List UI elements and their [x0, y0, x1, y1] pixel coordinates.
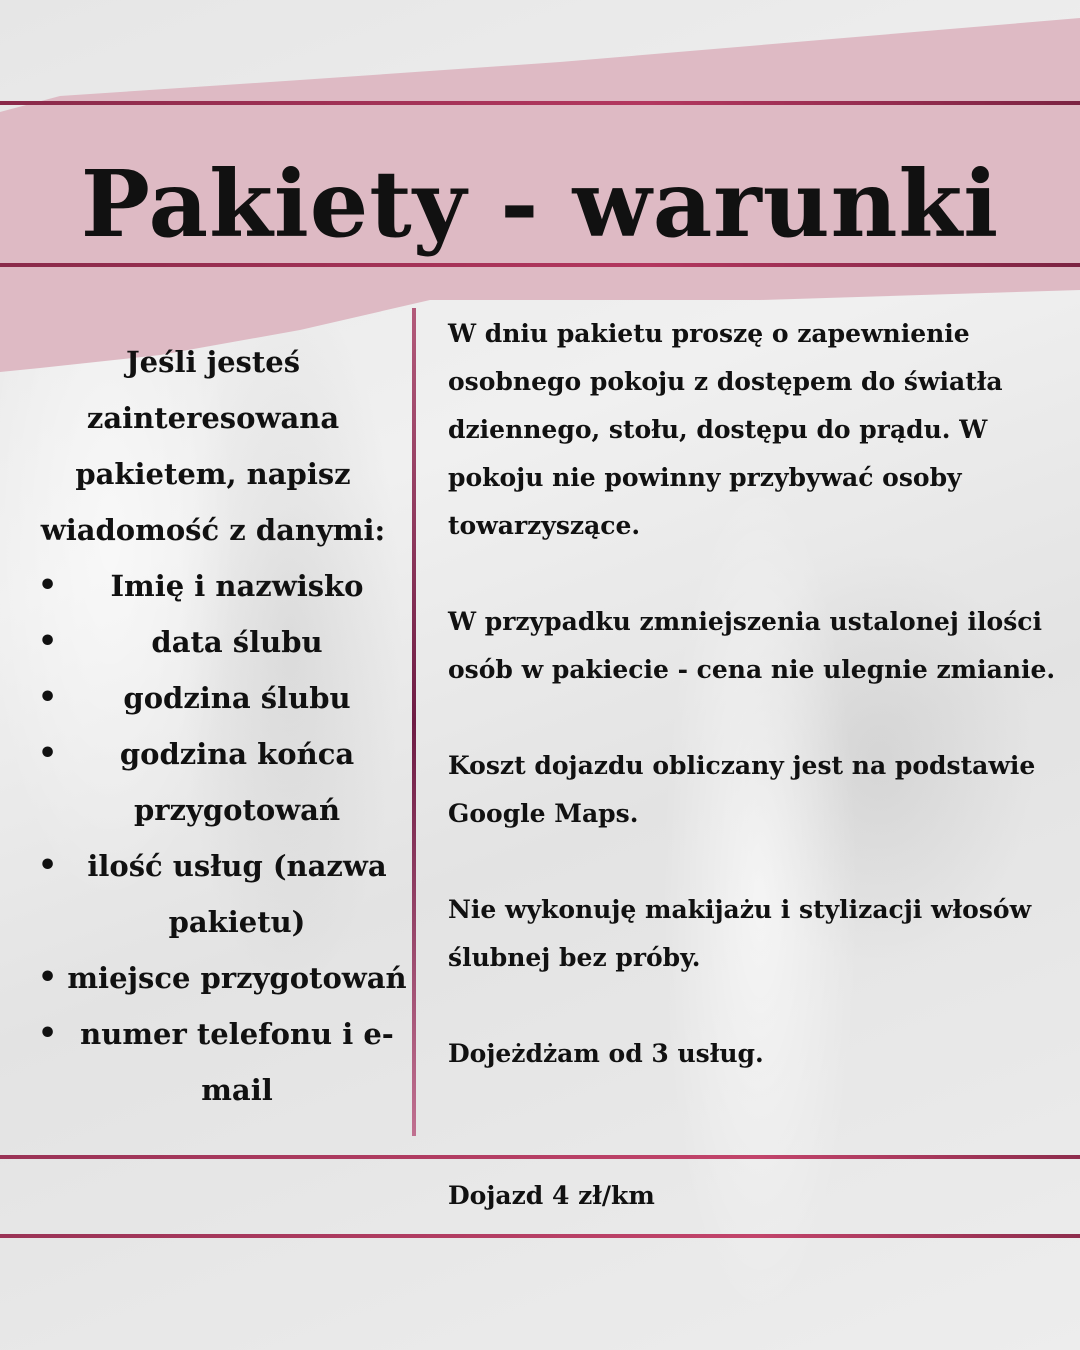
page-title: Pakiety - warunki	[80, 150, 1000, 258]
list-item: • godzina ślubu	[18, 670, 408, 726]
list-item: • numer telefonu i e-mail	[18, 1006, 408, 1118]
required-data-list	[18, 558, 408, 1118]
bullet-icon: •	[38, 960, 58, 995]
list-item: • Imię i nazwisko	[18, 558, 408, 614]
conditions-column	[448, 310, 1058, 1078]
list-item: • ilość usług (nazwa pakietu)	[18, 838, 408, 950]
list-item: • miejsce przygotowań	[18, 950, 408, 1006]
bullet-icon: •	[38, 1016, 58, 1051]
bullet-icon: •	[38, 736, 58, 771]
condition-trial: Nie wykonuję makijażu i stylizacji włosów ślubnej bez próby.	[448, 895, 1032, 972]
bullet-icon: •	[38, 624, 58, 659]
bottom-rule-upper	[0, 1155, 1080, 1159]
contact-info-column	[18, 334, 408, 1118]
list-item: • godzina końca przygotowań	[18, 726, 408, 838]
top-rule-lower	[0, 263, 1080, 267]
condition-price: W przypadku zmniejszenia ustalonej ilości osób w pakiecie - cena nie ulegnie zmianie.	[448, 607, 1056, 684]
bullet-icon: •	[38, 680, 58, 715]
bullet-icon: •	[38, 848, 58, 883]
bottom-rule-lower	[0, 1234, 1080, 1238]
top-rule-upper	[0, 101, 1080, 105]
list-item: • data ślubu	[18, 614, 408, 670]
condition-travel-cost: Koszt dojazdu obliczany jest na podstawie Google Maps.	[448, 751, 1036, 828]
condition-room: W dniu pakietu proszę o zapewnienie osobnego pokoju z dostępem do światła dziennego, stołu, dostępu do prądu. W pokoju nie powinny przybywać osoby towarzyszące.	[448, 319, 1003, 540]
condition-minimum: Dojeżdżam od 3 usług.	[448, 1039, 764, 1068]
bullet-icon: •	[38, 568, 58, 603]
travel-fee: Dojazd 4 zł/km	[448, 1181, 655, 1210]
intro-text: Jeśli jesteś zainteresowana pakietem, napisz wiadomość z danymi:	[40, 345, 386, 547]
column-divider	[412, 308, 416, 1136]
